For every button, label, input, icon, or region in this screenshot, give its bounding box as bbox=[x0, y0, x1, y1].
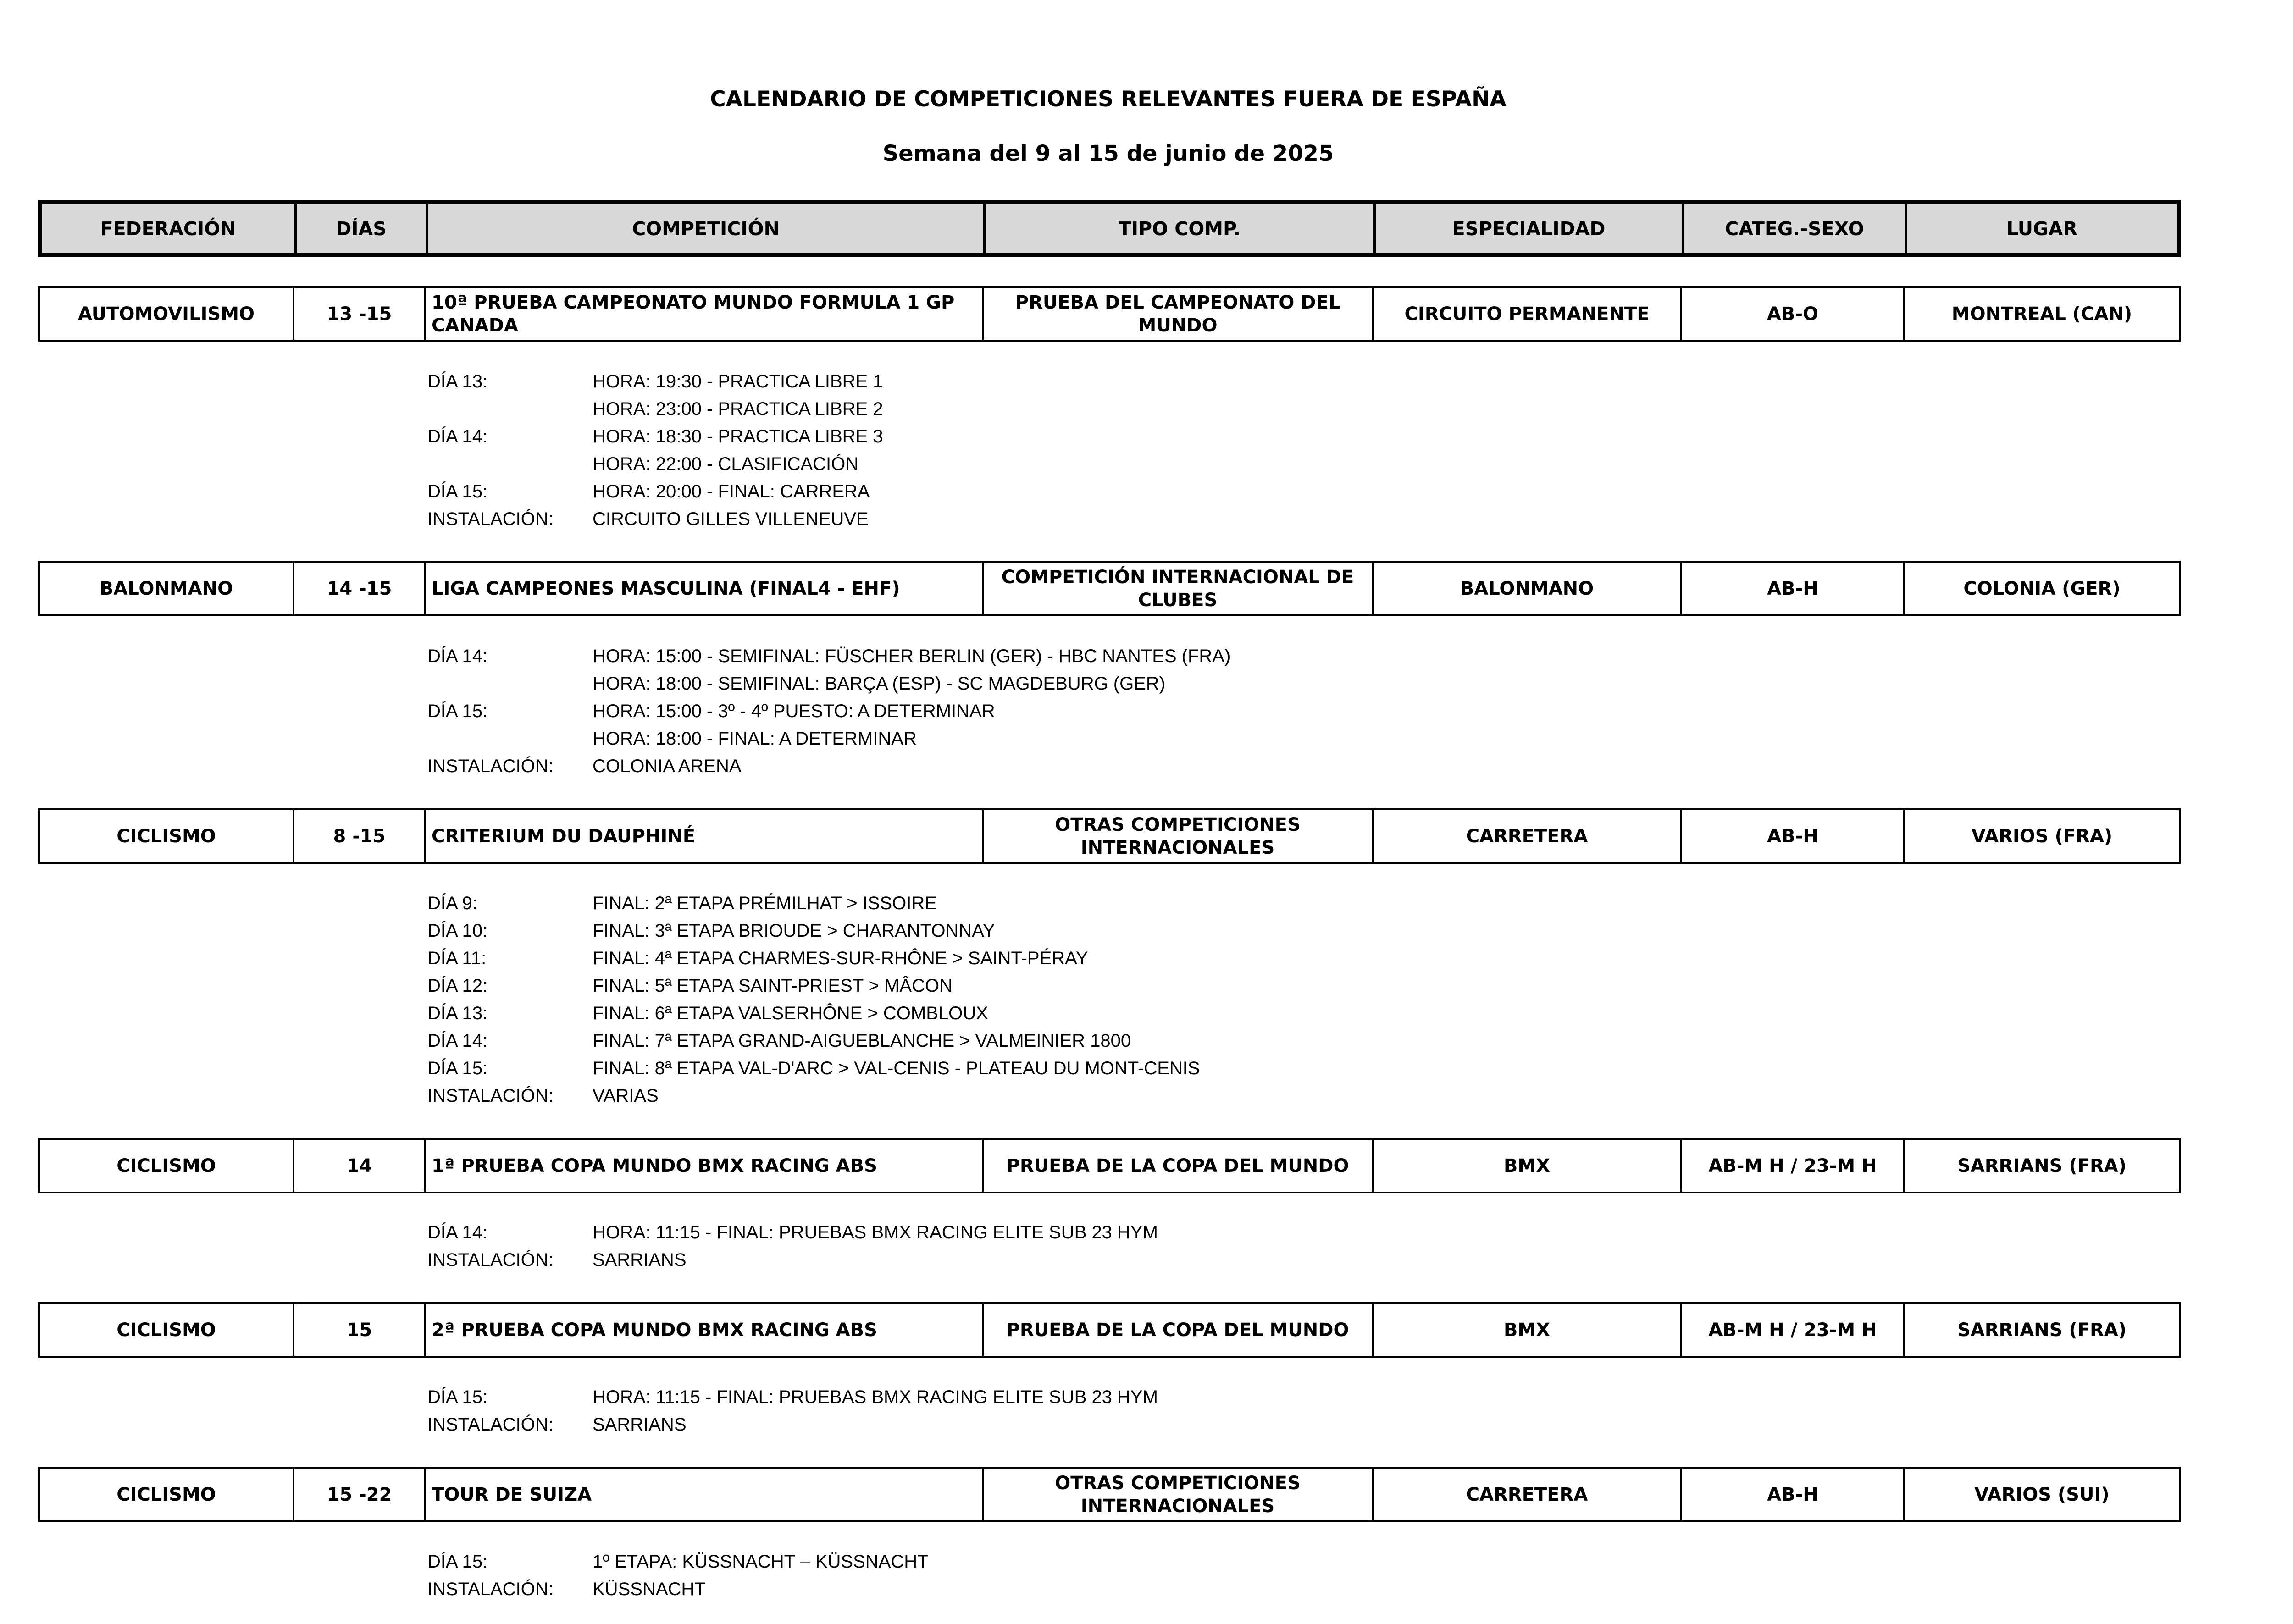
detail-line bbox=[427, 670, 1230, 697]
event-competicion: CRITERIUM DU DAUPHINÉ bbox=[426, 810, 984, 862]
detail-day: DÍA 11: bbox=[427, 948, 487, 968]
column-header-tipo-comp: TIPO COMP. bbox=[986, 204, 1376, 253]
detail-line bbox=[427, 1575, 929, 1603]
detail-text: SARRIANS bbox=[593, 1414, 687, 1435]
detail-text: FINAL: 7ª ETAPA GRAND-AIGUEBLANCHE > VALMEINIER 1800 bbox=[593, 1031, 1131, 1051]
column-header-lugar: LUGAR bbox=[2006, 217, 2077, 240]
event-dias: 15 -22 bbox=[294, 1469, 426, 1520]
event-categ: AB-H bbox=[1682, 810, 1905, 862]
event-categ: AB-O bbox=[1682, 288, 1905, 340]
event-row bbox=[38, 1138, 2181, 1193]
event-federacion: BALONMANO bbox=[40, 563, 294, 614]
detail-day: DÍA 14: bbox=[427, 426, 488, 447]
event-details bbox=[427, 368, 883, 533]
page-subtitle: Semana del 9 al 15 de junio de 2025 bbox=[882, 141, 1334, 166]
detail-day: DÍA 13: bbox=[427, 371, 488, 392]
event-federacion: CICLISMO bbox=[40, 810, 294, 862]
event-especialidad: CIRCUITO PERMANENTE bbox=[1374, 288, 1682, 340]
detail-text: KÜSSNACHT bbox=[593, 1579, 706, 1599]
detail-line bbox=[427, 752, 1230, 780]
detail-line bbox=[427, 1548, 929, 1575]
event-especialidad: CARRETERA bbox=[1374, 810, 1682, 862]
detail-text: COLONIA ARENA bbox=[593, 756, 742, 776]
detail-line bbox=[427, 697, 1230, 725]
detail-day: DÍA 9: bbox=[427, 893, 477, 913]
event-dias: 14 bbox=[294, 1140, 426, 1192]
detail-line bbox=[427, 423, 883, 450]
event-categ: AB-M H / 23-M H bbox=[1682, 1140, 1905, 1192]
event-federacion: CICLISMO bbox=[40, 1469, 294, 1520]
detail-text: CIRCUITO GILLES VILLENEUVE bbox=[593, 509, 869, 529]
detail-day: INSTALACIÓN: bbox=[427, 1086, 554, 1106]
detail-day: DÍA 12: bbox=[427, 976, 488, 996]
detail-day: INSTALACIÓN: bbox=[427, 1250, 554, 1270]
detail-line bbox=[427, 450, 883, 478]
detail-line bbox=[427, 889, 1200, 917]
detail-line bbox=[427, 1055, 1200, 1082]
event-lugar: VARIOS (SUI) bbox=[1974, 1484, 2110, 1505]
event-especialidad: CARRETERA bbox=[1374, 1469, 1682, 1520]
detail-text: HORA: 18:00 - FINAL: A DETERMINAR bbox=[593, 729, 917, 749]
detail-text: HORA: 11:15 - FINAL: PRUEBAS BMX RACING ELITE SUB 23 HYM bbox=[593, 1222, 1158, 1243]
detail-text: HORA: 18:00 - SEMIFINAL: BARÇA (ESP) - SC MAGDEBURG (GER) bbox=[593, 674, 1166, 694]
detail-text: HORA: 19:30 - PRACTICA LIBRE 1 bbox=[593, 371, 883, 392]
column-header-federacion: FEDERACIÓN bbox=[42, 204, 297, 253]
event-details bbox=[427, 889, 1200, 1110]
detail-day: DÍA 14: bbox=[427, 646, 488, 666]
detail-line bbox=[427, 725, 1230, 752]
event-lugar: MONTREAL (CAN) bbox=[1951, 303, 2132, 325]
table-header bbox=[38, 200, 2181, 257]
detail-line bbox=[427, 972, 1200, 1000]
detail-line bbox=[427, 1246, 1158, 1274]
event-lugar: VARIOS (FRA) bbox=[1971, 825, 2113, 847]
event-federacion: CICLISMO bbox=[40, 1140, 294, 1192]
event-tipo: OTRAS COMPETICIONES INTERNACIONALES bbox=[984, 810, 1374, 862]
event-especialidad: BMX bbox=[1374, 1304, 1682, 1356]
event-competicion: 2ª PRUEBA COPA MUNDO BMX RACING ABS bbox=[426, 1304, 984, 1356]
column-header-especialidad: ESPECIALIDAD bbox=[1376, 204, 1684, 253]
detail-day: DÍA 15: bbox=[427, 701, 488, 721]
detail-line bbox=[427, 368, 883, 395]
detail-text: HORA: 15:00 - SEMIFINAL: FÜSCHER BERLIN (GER) - HBC NANTES (FRA) bbox=[593, 646, 1231, 666]
event-dias: 14 -15 bbox=[294, 563, 426, 614]
detail-text: HORA: 11:15 - FINAL: PRUEBAS BMX RACING ELITE SUB 23 HYM bbox=[593, 1387, 1158, 1407]
event-competicion: LIGA CAMPEONES MASCULINA (FINAL4 - EHF) bbox=[426, 563, 984, 614]
detail-text: HORA: 22:00 - CLASIFICACIÓN bbox=[593, 454, 859, 474]
detail-day: DÍA 15: bbox=[427, 481, 488, 502]
detail-text: FINAL: 5ª ETAPA SAINT-PRIEST > MÂCON bbox=[593, 976, 953, 996]
detail-line bbox=[427, 642, 1230, 670]
detail-day: INSTALACIÓN: bbox=[427, 1579, 554, 1599]
event-federacion: AUTOMOVILISMO bbox=[40, 288, 294, 340]
detail-day: INSTALACIÓN: bbox=[427, 509, 554, 529]
detail-text: VARIAS bbox=[593, 1086, 659, 1106]
detail-text: HORA: 20:00 - FINAL: CARRERA bbox=[593, 481, 870, 502]
detail-line bbox=[427, 945, 1200, 972]
detail-day: DÍA 14: bbox=[427, 1222, 488, 1243]
event-dias: 13 -15 bbox=[294, 288, 426, 340]
event-competicion: TOUR DE SUIZA bbox=[426, 1469, 984, 1520]
detail-line bbox=[427, 395, 883, 423]
event-especialidad: BMX bbox=[1374, 1140, 1682, 1192]
event-tipo: PRUEBA DE LA COPA DEL MUNDO bbox=[984, 1140, 1374, 1192]
event-categ: AB-H bbox=[1682, 1469, 1905, 1520]
event-row bbox=[38, 1302, 2181, 1358]
detail-line bbox=[427, 1000, 1200, 1027]
event-details bbox=[427, 1219, 1158, 1274]
detail-text: FINAL: 2ª ETAPA PRÉMILHAT > ISSOIRE bbox=[593, 893, 937, 913]
event-categ: AB-M H / 23-M H bbox=[1682, 1304, 1905, 1356]
event-row bbox=[38, 561, 2181, 616]
event-competicion: 1ª PRUEBA COPA MUNDO BMX RACING ABS bbox=[426, 1140, 984, 1192]
detail-line bbox=[427, 1082, 1200, 1110]
detail-line bbox=[427, 505, 883, 533]
detail-text: SARRIANS bbox=[593, 1250, 687, 1270]
detail-text: FINAL: 8ª ETAPA VAL-D'ARC > VAL-CENIS - PLATEAU DU MONT-CENIS bbox=[593, 1058, 1200, 1078]
detail-day: DÍA 15: bbox=[427, 1058, 488, 1078]
detail-text: HORA: 23:00 - PRACTICA LIBRE 2 bbox=[593, 399, 883, 419]
detail-day: DÍA 14: bbox=[427, 1031, 488, 1051]
event-federacion: CICLISMO bbox=[40, 1304, 294, 1356]
event-competicion: 10ª PRUEBA CAMPEONATO MUNDO FORMULA 1 GP CANADA bbox=[426, 288, 984, 340]
event-tipo: COMPETICIÓN INTERNACIONAL DE CLUBES bbox=[984, 563, 1374, 614]
detail-text: HORA: 18:30 - PRACTICA LIBRE 3 bbox=[593, 426, 883, 447]
event-details bbox=[427, 642, 1230, 780]
detail-day: DÍA 13: bbox=[427, 1003, 488, 1023]
detail-text: FINAL: 3ª ETAPA BRIOUDE > CHARANTONNAY bbox=[593, 921, 995, 941]
detail-line bbox=[427, 1383, 1158, 1411]
detail-line bbox=[427, 1027, 1200, 1055]
event-details bbox=[427, 1383, 1158, 1438]
column-header-dias: DÍAS bbox=[297, 204, 428, 253]
event-row bbox=[38, 808, 2181, 864]
detail-line bbox=[427, 1219, 1158, 1246]
event-especialidad: BALONMANO bbox=[1374, 563, 1682, 614]
event-details bbox=[427, 1548, 929, 1603]
event-row bbox=[38, 286, 2181, 342]
event-dias: 15 bbox=[294, 1304, 426, 1356]
detail-day: DÍA 15: bbox=[427, 1387, 488, 1407]
event-categ: AB-H bbox=[1682, 563, 1905, 614]
event-dias: 8 -15 bbox=[294, 810, 426, 862]
detail-day: DÍA 15: bbox=[427, 1552, 488, 1572]
event-tipo: PRUEBA DEL CAMPEONATO DEL MUNDO bbox=[984, 288, 1374, 340]
page-title: CALENDARIO DE COMPETICIONES RELEVANTES FUERA DE ESPAÑA bbox=[710, 87, 1507, 112]
detail-line bbox=[427, 917, 1200, 945]
detail-day: INSTALACIÓN: bbox=[427, 756, 554, 776]
detail-line bbox=[427, 478, 883, 505]
event-lugar: SARRIANS (FRA) bbox=[1957, 1155, 2127, 1177]
detail-day: INSTALACIÓN: bbox=[427, 1414, 554, 1435]
detail-text: FINAL: 4ª ETAPA CHARMES-SUR-RHÔNE > SAINT-PÉRAY bbox=[593, 948, 1088, 968]
event-lugar: SARRIANS (FRA) bbox=[1957, 1319, 2127, 1341]
column-header-competicion: COMPETICIÓN bbox=[428, 204, 986, 253]
detail-text: HORA: 15:00 - 3º - 4º PUESTO: A DETERMINAR bbox=[593, 701, 995, 721]
detail-day: DÍA 10: bbox=[427, 921, 488, 941]
detail-text: FINAL: 6ª ETAPA VALSERHÔNE > COMBLOUX bbox=[593, 1003, 988, 1023]
detail-text: 1º ETAPA: KÜSSNACHT – KÜSSNACHT bbox=[593, 1552, 929, 1572]
detail-line bbox=[427, 1411, 1158, 1438]
event-tipo: PRUEBA DE LA COPA DEL MUNDO bbox=[984, 1304, 1374, 1356]
event-row bbox=[38, 1467, 2181, 1522]
event-tipo: OTRAS COMPETICIONES INTERNACIONALES bbox=[984, 1469, 1374, 1520]
column-header-categ-sexo: CATEG.-SEXO bbox=[1684, 204, 1907, 253]
event-lugar: COLONIA (GER) bbox=[1963, 578, 2121, 599]
